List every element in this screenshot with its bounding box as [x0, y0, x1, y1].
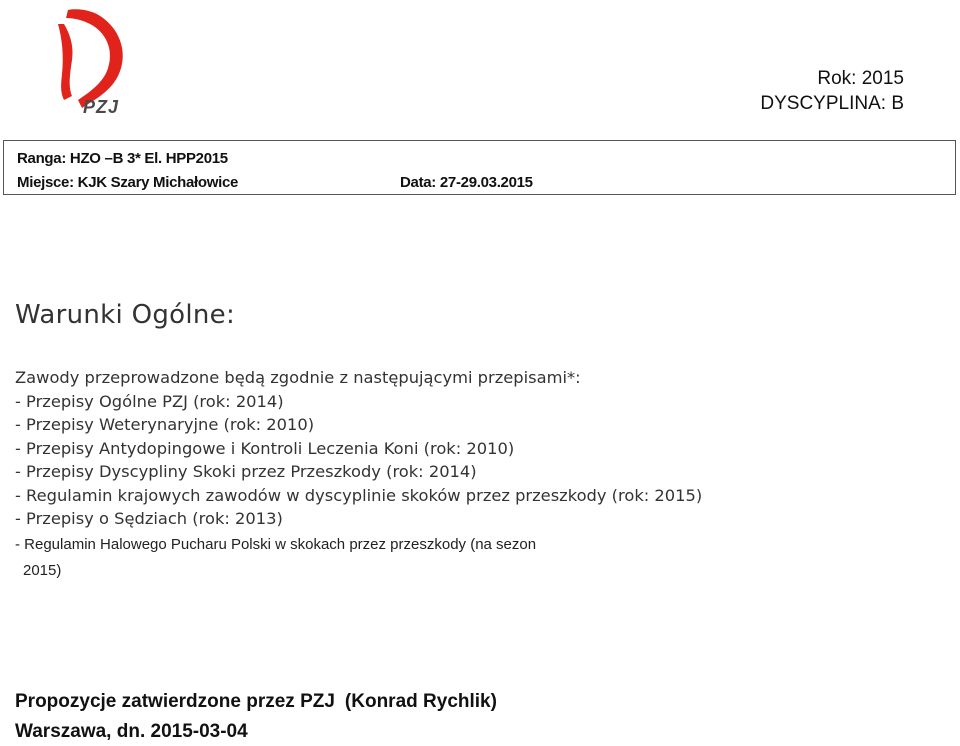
rules-list: [15, 366, 945, 583]
approval-text: Propozycje zatwierdzone przez PZJ: [15, 691, 335, 712]
venue-text: Miejsce: KJK Szary Michałowice: [17, 174, 239, 191]
competition-info-box: [3, 140, 956, 195]
rule-item: - Regulamin krajowych zawodów w dyscyplinie skoków przez przeszkody (rok: 2015): [15, 485, 703, 505]
rule-item: - Przepisy o Sędziach (rok: 2013): [15, 509, 283, 528]
year-label: Rok: 2015: [817, 68, 904, 89]
rule-item-extra: - Regulamin Halowego Pucharu Polski w skokach przez przeszkody (na sezon: [15, 535, 537, 553]
approver-name: (Konrad Rychlik): [344, 691, 497, 712]
rule-item: - Przepisy Ogólne PZJ (rok: 2014): [15, 391, 284, 411]
pzj-logo-text: PZJ: [83, 97, 120, 117]
rule-item: - Przepisy Antydopingowe i Kontroli Leczenia Koni (rok: 2010): [15, 438, 515, 458]
rule-item-extra-continued: 2015): [23, 561, 62, 579]
rule-item: - Przepisy Weterynaryjne (rok: 2010): [15, 415, 315, 434]
approval-line: [15, 691, 497, 713]
discipline-label: DYSCYPLINA: B: [760, 93, 904, 114]
rules-intro: Zawody przeprowadzone będą zgodnie z następującymi przepisami*:: [15, 368, 581, 387]
section-title: Warunki Ogólne:: [15, 300, 236, 330]
date-text: Data: 27-29.03.2015: [400, 174, 533, 191]
place-date: Warszawa, dn. 2015-03-04: [15, 721, 248, 742]
rule-item: - Przepisy Dyscypliny Skoki przez Przeszkody (rok: 2014): [15, 462, 477, 481]
rank-text: Ranga: HZO –B 3* El. HPP2015: [17, 150, 228, 167]
